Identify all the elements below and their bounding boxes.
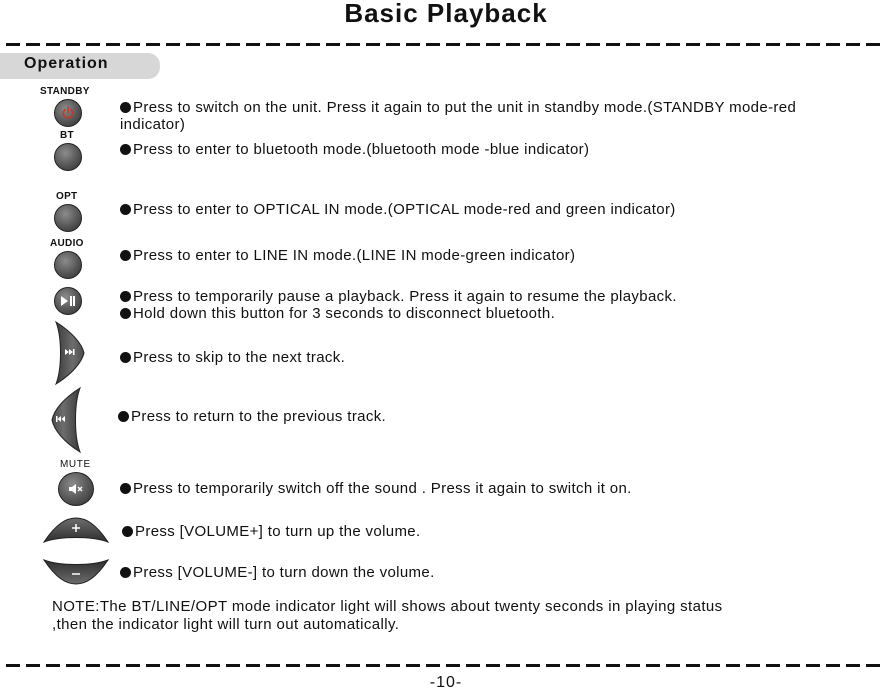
bullet	[122, 526, 133, 537]
bullet	[120, 483, 131, 494]
power-icon	[55, 100, 81, 126]
previous-track-description: Press to return to the previous track.	[118, 408, 386, 425]
page-number: -10-	[429, 674, 463, 691]
bullet	[120, 250, 131, 261]
bullet	[120, 102, 131, 113]
volume-down-description: Press [VOLUME-] to turn down the volume.	[120, 564, 435, 581]
audio-button	[54, 251, 82, 279]
opt-label: OPT	[56, 191, 78, 202]
volume-down-button	[42, 556, 110, 586]
bullet	[120, 204, 131, 215]
standby-button	[54, 99, 82, 127]
bt-description: Press to enter to bluetooth mode.(bluetooth mode -blue indicator)	[120, 141, 589, 158]
standby-label: STANDBY	[40, 86, 90, 97]
volume-up-button	[42, 516, 110, 546]
mute-button	[58, 472, 94, 506]
bt-label: BT	[60, 130, 74, 141]
note-text: NOTE:The BT/LINE/OPT mode indicator light will shows about twenty seconds in playing status ,then the indicator light will turn out automatically.	[52, 598, 723, 633]
previous-track-button	[50, 386, 84, 454]
volume-up-description: Press [VOLUME+] to turn up the volume.	[122, 523, 421, 540]
bullet	[120, 291, 131, 302]
bullet	[118, 411, 129, 422]
page-title: Basic Playback	[344, 0, 548, 28]
play-pause-description: Press to temporarily pause a playback. Press it again to resume the playback. Hold down this button for 3 seconds to disconnect bluetooth.	[120, 288, 677, 322]
mute-icon	[59, 473, 93, 505]
mute-label: MUTE	[60, 459, 91, 470]
top-divider	[6, 43, 886, 46]
next-track-button	[52, 320, 86, 386]
bt-button	[54, 143, 82, 171]
opt-description: Press to enter to OPTICAL IN mode.(OPTICAL mode-red and green indicator)	[120, 201, 676, 218]
bullet	[120, 352, 131, 363]
bottom-divider	[6, 664, 886, 667]
bullet	[120, 567, 131, 578]
audio-label: AUDIO	[50, 238, 84, 249]
bullet	[120, 308, 131, 319]
operation-tab	[0, 53, 160, 79]
audio-description: Press to enter to LINE IN mode.(LINE IN mode-green indicator)	[120, 247, 575, 264]
standby-description: Press to switch on the unit. Press it again to put the unit in standby mode.(STANDBY mode-red indicator)	[120, 99, 797, 133]
play-pause-button	[54, 287, 82, 315]
bullet	[120, 144, 131, 155]
play-pause-icon	[55, 288, 81, 314]
mute-description: Press to temporarily switch off the sound . Press it again to switch it on.	[120, 480, 632, 497]
opt-button	[54, 204, 82, 232]
next-track-description: Press to skip to the next track.	[120, 349, 345, 366]
operation-tab-label: Operation	[24, 55, 109, 72]
